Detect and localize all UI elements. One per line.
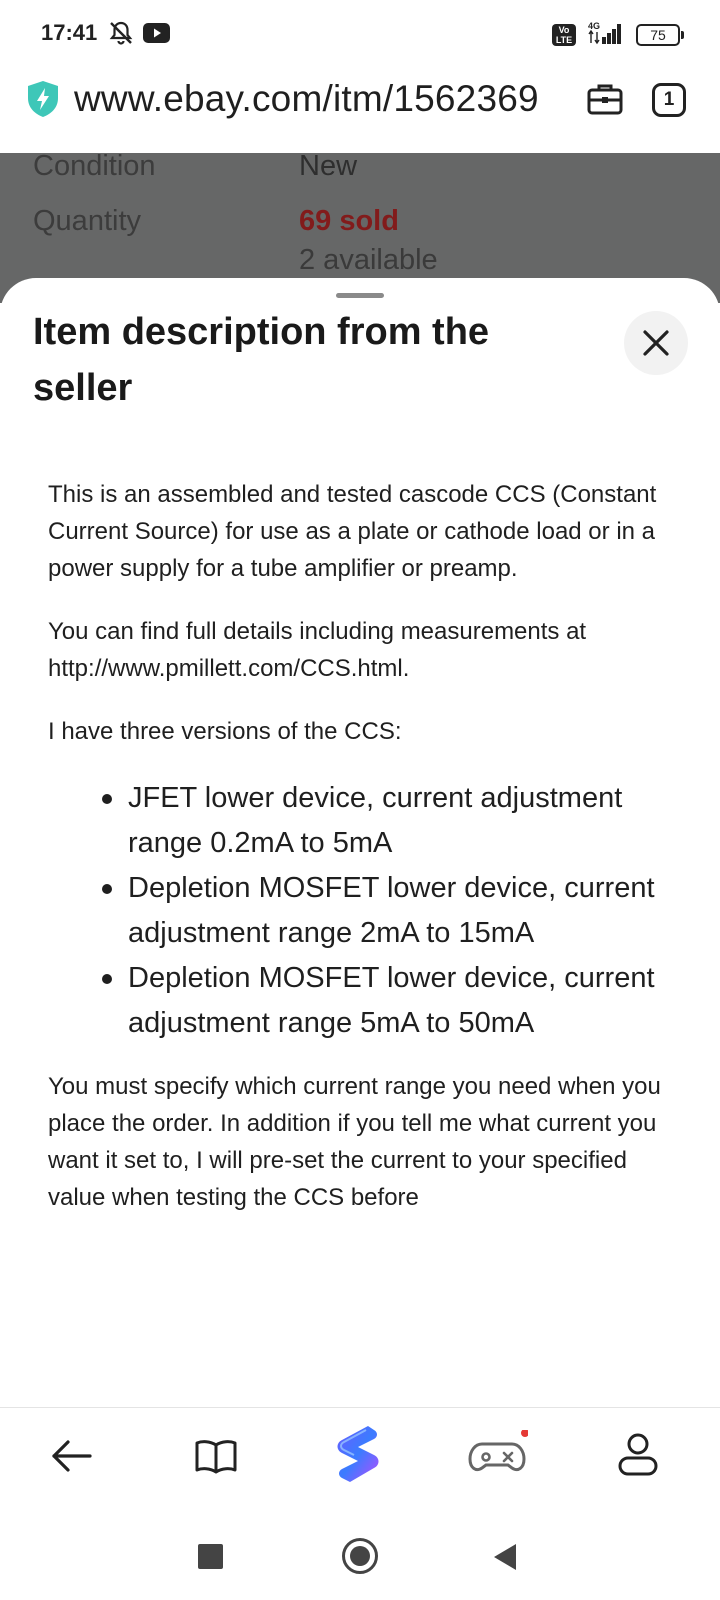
browser-bottom-nav (0, 1407, 720, 1503)
url-text[interactable]: www.ebay.com/itm/1562369 (74, 78, 539, 119)
sheet-title: Item description from the seller (33, 311, 490, 409)
description-paragraph: You must specify which current range you need when you place the order. In addition if you tell me what current you want it set to, I will pre-set the current to your specified value when testing the CCS before (48, 1073, 661, 1211)
description-paragraph: This is an assembled and tested cascode CCS (Constant Current Source) for use as a plate or cathode load or in a power supply for a tube amplifier or preamp. (48, 481, 657, 582)
list-item-text: Depletion MOSFET lower device, current adjustment range 5mA to 50mA (128, 962, 655, 1039)
quantity-label: Quantity (33, 205, 141, 237)
close-icon (642, 329, 670, 357)
list-item (48, 956, 688, 1046)
description-body (48, 476, 688, 1242)
briefcase-icon[interactable] (586, 80, 624, 118)
profile-icon[interactable] (612, 1430, 664, 1482)
youtube-icon (143, 23, 170, 43)
bullet-icon (102, 884, 112, 894)
svg-text:4G: 4G (588, 21, 601, 31)
home-button[interactable] (342, 1538, 378, 1574)
battery-icon: 75 (636, 24, 680, 46)
condition-label: Condition (33, 153, 156, 182)
list-item-text: Depletion MOSFET lower device, current adjustment range 2mA to 15mA (128, 872, 655, 949)
system-navigation-bar (0, 1504, 720, 1600)
item-description-sheet (0, 278, 720, 1408)
volte-icon: Vo LTE (552, 24, 576, 46)
book-icon[interactable] (190, 1430, 242, 1482)
list-item-text: JFET lower device, current adjustment range 0.2mA to 5mA (128, 782, 623, 859)
ccs-versions-list (48, 776, 688, 1046)
list-item (48, 866, 688, 956)
description-paragraph: I have three versions of the CCS: (48, 718, 402, 745)
close-button[interactable] (624, 311, 688, 375)
game-controller-icon[interactable] (468, 1430, 528, 1482)
browser-ai-icon[interactable] (328, 1422, 386, 1484)
available-count: 2 available (299, 244, 438, 276)
status-time: 17:41 (41, 20, 98, 45)
bullet-icon (102, 974, 112, 984)
url-bar[interactable] (0, 70, 720, 153)
signal-icon (586, 20, 626, 46)
status-bar (0, 0, 720, 70)
shield-icon[interactable] (26, 80, 60, 118)
bullet-icon (102, 794, 112, 804)
system-back-button[interactable] (494, 1544, 516, 1570)
recents-button[interactable] (198, 1544, 223, 1569)
back-arrow-icon[interactable] (46, 1430, 98, 1482)
bell-off-icon (108, 20, 134, 46)
tabs-button[interactable]: 1 (652, 83, 686, 117)
sold-count: 69 sold (299, 205, 399, 237)
drag-handle[interactable] (336, 293, 384, 298)
list-item (48, 776, 688, 866)
condition-value: New (299, 153, 358, 182)
description-paragraph: You can find full details including measurements at http://www.pmillett.com/CCS.html. (48, 618, 587, 682)
